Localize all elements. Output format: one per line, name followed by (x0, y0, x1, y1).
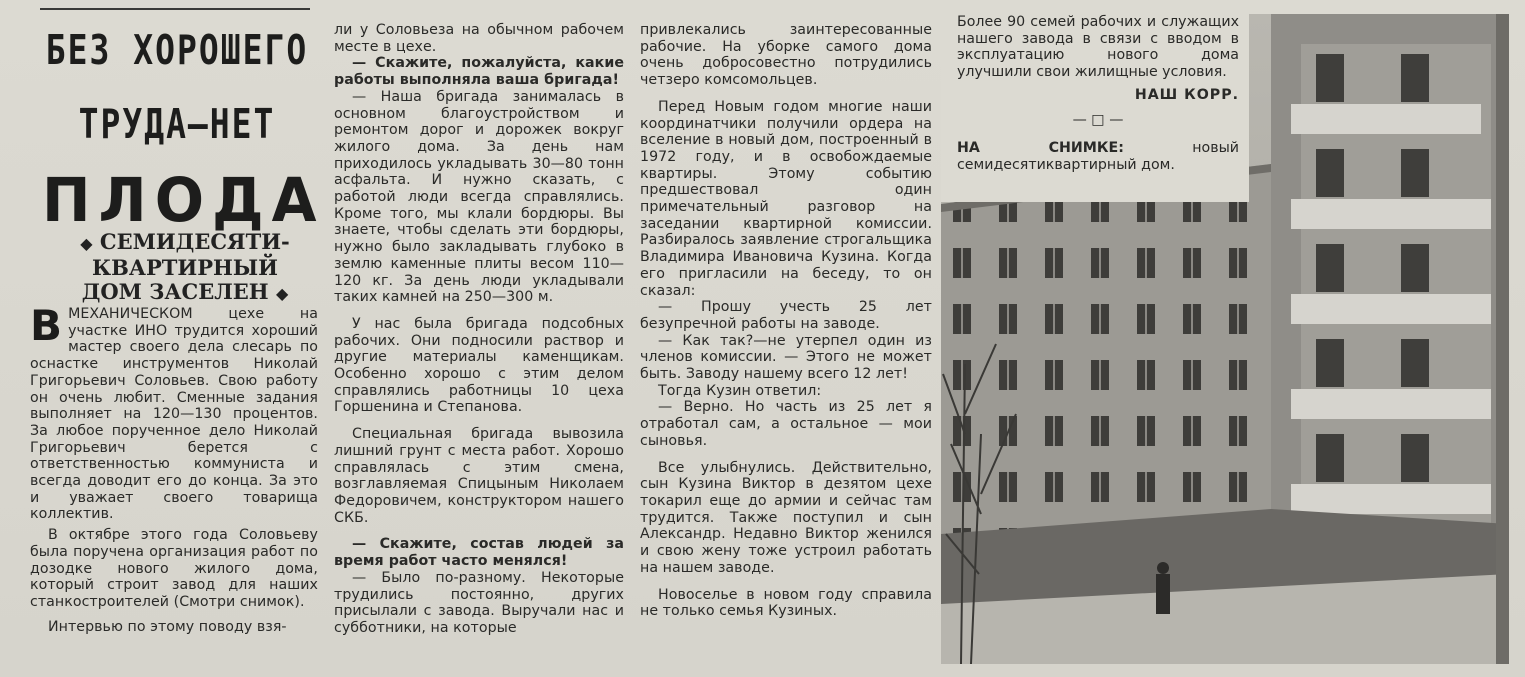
column-3-paragraph-3: — Как так?—не утерпел один из членов комиссии. — Этого не может быть. Заводу нашему всего 12 лет! (640, 332, 932, 383)
subheading-line-3 (60, 280, 310, 306)
question-2: — Скажите, состав людей за время работ часто менялся! (334, 536, 624, 570)
column-3-paragraph-2: — Прошу учесть 25 лет безупречной работы на заводе. (640, 299, 932, 332)
headline-line-1: БЕЗ ХОРОШЕГО (45, 25, 309, 74)
headline-line-2: ТРУДА—НЕТ (78, 99, 276, 148)
headline-line-3: ПЛОДА (42, 164, 325, 236)
photo-description (957, 140, 1239, 173)
subheading-line-2: КВАРТИРНЫЙ (92, 255, 278, 280)
photo-caption (957, 14, 1239, 174)
subheading-text-3: ДОМ ЗАСЕЛЕН (81, 279, 269, 304)
top-rule (40, 8, 310, 10)
column-3-paragraph-4: Тогда Кузин ответил: (658, 382, 822, 399)
diamond-icon: ◆ (80, 234, 93, 253)
column-3-paragraph-0: привлекались заинтересованные рабочие. На уборке самого дома очень добросовестно потрудились четзеро комсомольцев. (640, 22, 932, 89)
column-2-paragraph-3: Специальная бригада вывозила лишний грунт с места работ. Хорошо справлялась с этим смена, возглавляемая Спицыным Николаем Федоровичем, конструктором нашего СКБ. (334, 426, 624, 526)
column-1-text-1: МЕХАНИЧЕСКОМ цехе на участке ИНО трудится хороший мастер своего дела слесарь по оснастке инструментов Николай Григорьевич Соловьев. Свою работу он очень любит. Сменные задания выполняет на 120—130 процентов. За любое порученное дело Николай Григорьевич берется с ответственностью коммуниста и всегда доводит его до конца. За это и уважает своего товарища коллектив. (30, 306, 318, 523)
photo-description-text: новый семидесятиквартирный дом. (957, 140, 1239, 173)
column-2-paragraph-0: ли у Соловьеза на обычном рабочем месте в цехе. (334, 22, 624, 55)
column-2 (334, 22, 624, 637)
correspondent-signature: НАШ КОРР. (1134, 86, 1239, 103)
separator: — □ — (1072, 111, 1124, 128)
subheading-line-1 (60, 230, 310, 256)
photo-description-label: НА СНИМКЕ: (957, 140, 1124, 157)
headline (42, 25, 325, 236)
column-1-paragraph-3: Интервью по этому поводу взя- (48, 618, 287, 635)
column-1-paragraph-1 (30, 301, 318, 523)
column-3-paragraph-5: — Верно. Но часть из 25 лет я отработал сам, а остальное — мои сыновья. (640, 399, 932, 449)
subheading-text-1: СЕМИДЕСЯТИ- (99, 229, 290, 254)
column-3 (640, 22, 932, 620)
caption-paragraph: Более 90 семей рабочих и служащих нашего завода в связи с вводом в эксплуатацию нового дома улучшили свои жилищные условия. (957, 14, 1239, 81)
column-2-paragraph-2: У нас была бригада подсобных рабочих. Они подносили раствор и другие материалы каменщикам. Особенно хорошо с этим делом справлялись работницы 10 цеха Горшенина и Степанова. (334, 315, 624, 416)
column-2-paragraph-4: — Было по-разному. Некоторые трудились постоянно, других присылали с завода. Выручали нас и субботники, на которые (334, 569, 624, 636)
diamond-icon: ◆ (275, 284, 289, 303)
column-3-paragraph-6: Все улыбнулись. Действительно, сын Кузина Виктор в дезятом цехе токарил еще до армии и сейчас там трудится. Также поступил и сын Александр. Недавно Виктор женился и свою жену тоже устроил работать на нашем заводе. (640, 459, 932, 576)
column-1-paragraph-2: В октябре этого года Соловьеву была поручена организация работ по дозодке нового жилого дома, который строит завод для наших станкостроителей (Смотри снимок). (30, 527, 318, 610)
column-3-paragraph-1: Перед Новым годом многие наши координатчики получили ордера на вселение в новый дом, построенный в 1972 году, и в освобождаемые квартиры. Этому событию предшествовал один примечательный разговор на заседании квартирной комиссии. Разбиралось заявление строгальщика Владимира Ивановича Кузина. Когда его пригласили на беседу, то он сказал: (640, 98, 932, 299)
column-1 (30, 301, 318, 635)
drop-cap: В (30, 301, 63, 350)
column-3-paragraph-7: Новоселье в новом году справила не только семья Кузиных. (640, 586, 932, 620)
question-1: — Скажите, пожалуйста, какие работы выполняла ваша бригада! (334, 55, 624, 89)
subheading (60, 230, 310, 306)
column-2-paragraph-1: — Наша бригада занималась в основном благоустройством и ремонтом дорог и дорожек вокруг жилого дома. За день нам приходилось укладывать 30—80 тонн асфальта. И нужно сказать, с работой люди всегда справлялись. Кроме того, мы клали бордюры. Вы знаете, чтобы сделать эти бордюры, нужно было закладывать глубоко в землю каменные плиты весом 110—120 кг. За день люди укладывали таких камней на 250—300 м. (334, 88, 624, 306)
